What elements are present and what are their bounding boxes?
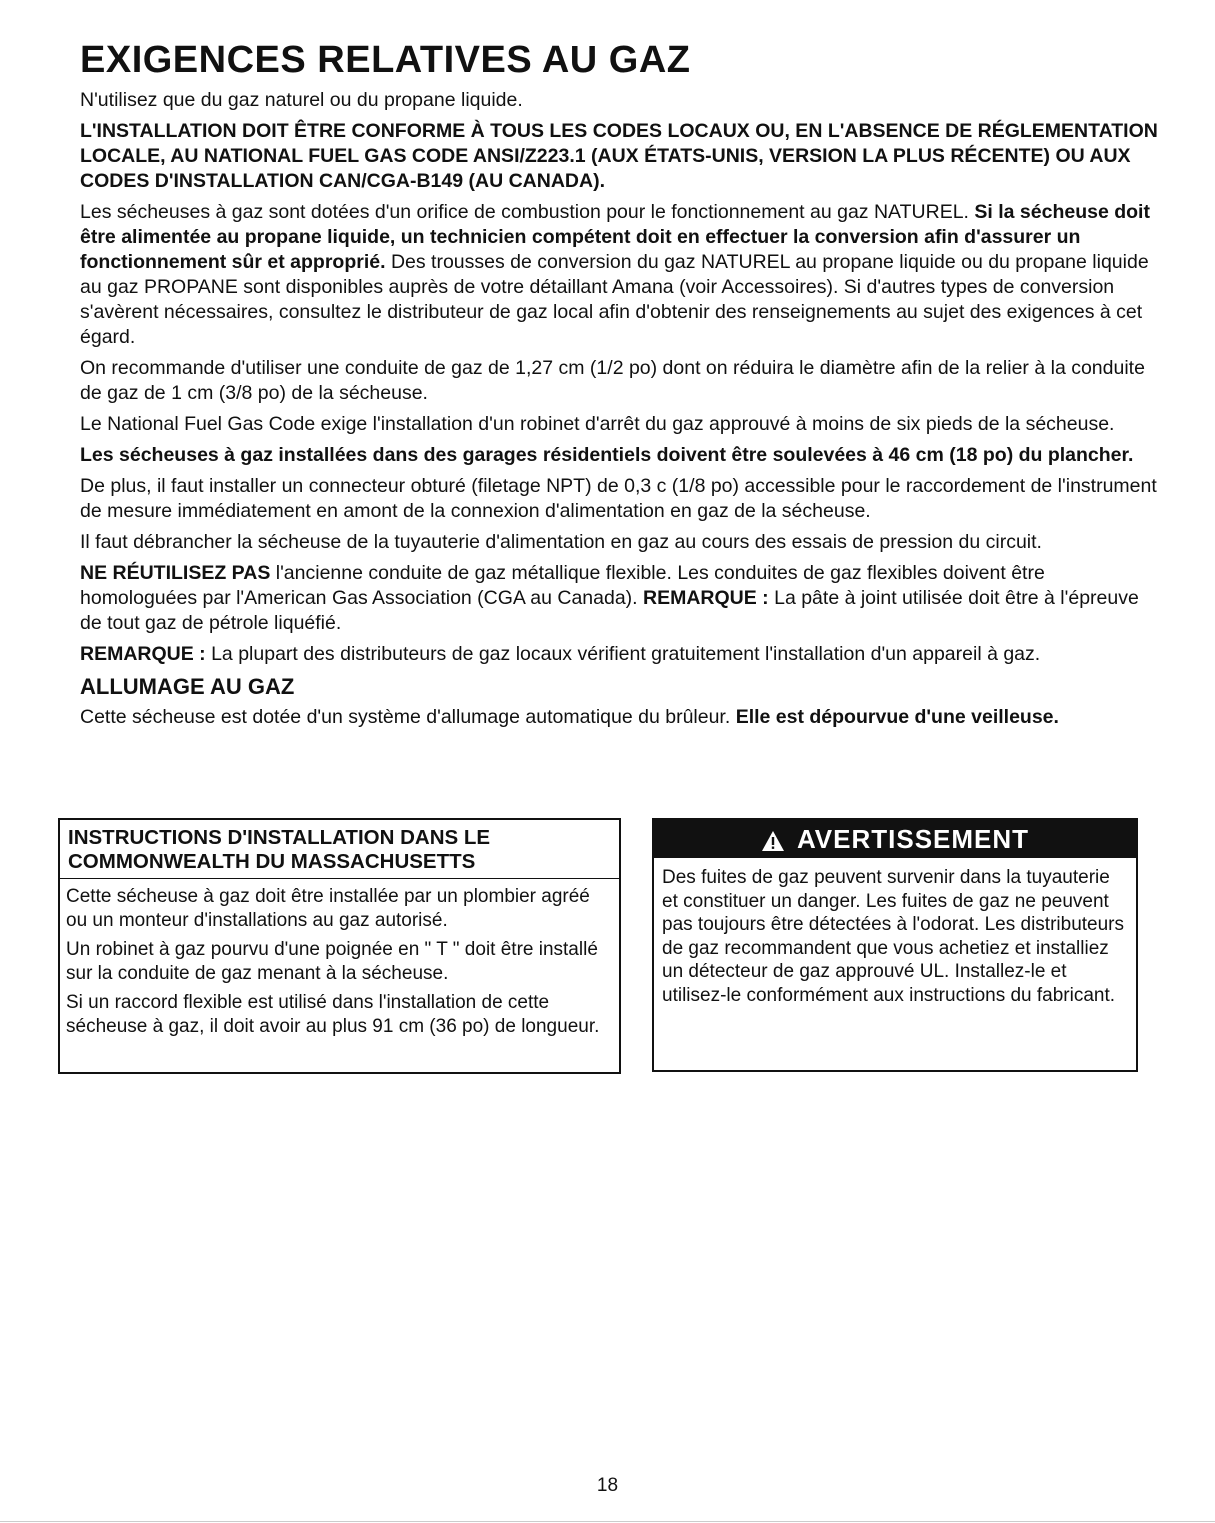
paragraph-orifice [80, 200, 1160, 350]
orifice-text-2: Des trousses de conversion du gaz NATUREL au propane liquide ou du propane liquide au gaz PROPANE sont disponibles auprès de votre détaillant Amana (voir Accessoires). Si d'autres types de conversion s'avèrent nécessaires, consultez le distributeur de gaz local afin d'obtenir des renseignements au sujet des exigences à cet égard. [80, 251, 1149, 348]
orifice-bold: Si la sécheuse doit être alimentée au propane liquide, un technicien compétent doit en effectuer la conversion afin d'assurer un fonctionnement sûr et approprié. [80, 201, 1150, 273]
massachusetts-heading: INSTRUCTIONS D'INSTALLATION DANS LE COMMONWEALTH DU MASSACHUSETTS [60, 820, 619, 879]
ignition-bold: Elle est dépourvue d'une veilleuse. [735, 706, 1059, 728]
massachusetts-body [60, 879, 619, 1039]
massachusetts-box [58, 818, 621, 1074]
page-content [80, 38, 1160, 736]
code-requirement: L'INSTALLATION DOIT ÊTRE CONFORME À TOUS LES CODES LOCAUX OU, EN L'ABSENCE DE RÉGLEMENTATION LOCALE, AU NATIONAL FUEL GAS CODE ANSI/Z223.1 (AUX ÉTATS-UNIS, VERSION LA PLUS RÉCENTE) OU AUX CODES D'INSTALLATION CAN/CGA-B149 (AU CANADA). [80, 120, 1158, 192]
page-number: 18 [596, 1475, 619, 1496]
info-boxes [58, 818, 1140, 1080]
reuse-text-2: La pâte à joint utilisée doit être à l'épreuve de tout gaz de pétrole liquéfié. [80, 587, 1139, 634]
massachusetts-p1: Cette sécheuse à gaz doit être installée par un plombier agréé ou un monteur d'installations au gaz autorisé. [66, 886, 590, 931]
ignition-heading: ALLUMAGE AU GAZ [80, 674, 295, 699]
warning-header [654, 820, 1136, 858]
reuse-bold-2: REMARQUE : [643, 587, 769, 609]
warning-triangle-icon [761, 828, 785, 850]
massachusetts-p3: Si un raccord flexible est utilisé dans l'installation de cette sécheuse à gaz, il doit avoir au plus 91 cm (36 po) de longueur. [66, 992, 600, 1037]
paragraph-garage: Les sécheuses à gaz installées dans des garages résidentiels doivent être soulevées à 46 cm (18 po) du plancher. [80, 444, 1134, 466]
ignition-text: Cette sécheuse est dotée d'un système d'allumage automatique du brûleur. [80, 706, 736, 728]
note-bold: REMARQUE : [80, 643, 206, 665]
orifice-text-1: Les sécheuses à gaz sont dotées d'un orifice de combustion pour le fonctionnement au gaz NATUREL. [80, 201, 975, 223]
paragraph-ignition [80, 705, 1160, 730]
bottom-rule [0, 1521, 1215, 1522]
paragraph-valve: Le National Fuel Gas Code exige l'installation d'un robinet d'arrêt du gaz approuvé à moins de six pieds de la sécheuse. [80, 413, 1115, 435]
intro-text: N'utilisez que du gaz naturel ou du propane liquide. [80, 89, 523, 111]
warning-text: Des fuites de gaz peuvent survenir dans la tuyauterie et constituer un danger. Les fuites de gaz ne peuvent pas toujours être détectées à l'odorat. Les distributeurs de gaz recommandent que vous achetiez et installiez un détecteur de gaz approuvé UL. Installez-le et utilisez-le conformément aux instructions du fabricant. [662, 867, 1125, 1006]
paragraph-connector: De plus, il faut installer un connecteur obturé (filetage NPT) de 0,3 c (1/8 po) accessible pour le raccordement de l'instrument de mesure immédiatement en amont de la connexion d'alimentation en gaz de la sécheuse. [80, 475, 1157, 522]
paragraph-note [80, 642, 1160, 667]
warning-title: AVERTISSEMENT [796, 823, 1030, 854]
massachusetts-p2: Un robinet à gaz pourvu d'une poignée en " T " doit être installé sur la conduite de gaz menant à la sécheuse. [66, 939, 598, 984]
paragraph-disconnect: Il faut débrancher la sécheuse de la tuyauterie d'alimentation en gaz au cours des essais de pression du circuit. [80, 531, 1042, 553]
warning-body [654, 858, 1136, 1007]
reuse-text-1: l'ancienne conduite de gaz métallique flexible. Les conduites de gaz flexibles doivent être homologuées par l'American Gas Association (CGA au Canada). [80, 562, 1045, 609]
paragraph-pipe: On recommande d'utiliser une conduite de gaz de 1,27 cm (1/2 po) dont on réduira le diamètre afin de la relier à la conduite de gaz de 1 cm (3/8 po) de la sécheuse. [80, 357, 1145, 404]
note-text: La plupart des distributeurs de gaz locaux vérifient gratuitement l'installation d'un appareil à gaz. [205, 643, 1041, 665]
paragraph-reuse [80, 561, 1160, 636]
reuse-bold-1: NE RÉUTILISEZ PAS [80, 562, 271, 584]
page-title: EXIGENCES RELATIVES AU GAZ [80, 39, 691, 81]
warning-box [652, 818, 1138, 1072]
